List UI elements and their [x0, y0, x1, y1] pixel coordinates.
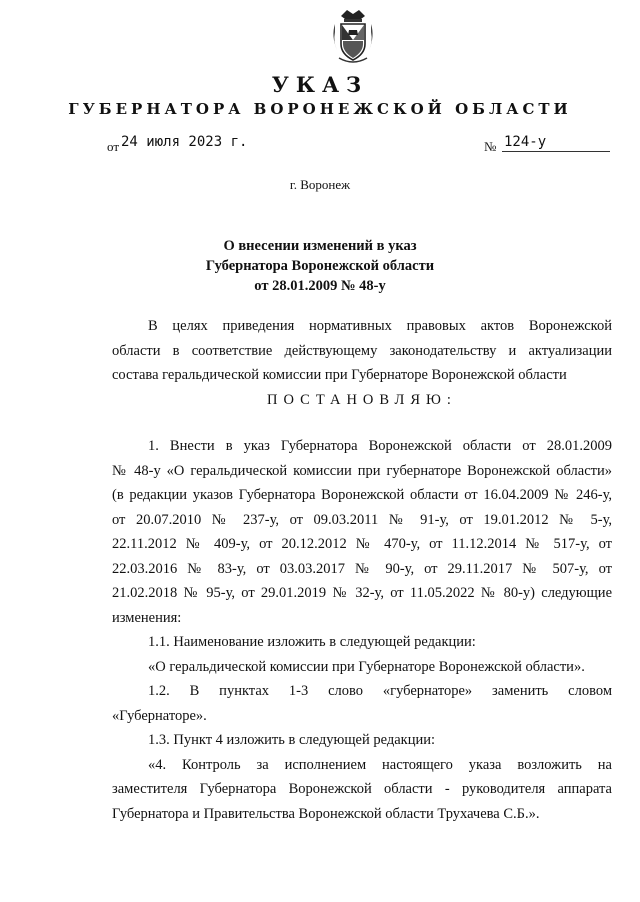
- preamble-line: состава геральдической комиссии при Губернаторе Воронежской области: [112, 367, 567, 383]
- decree-number: 124-у: [504, 134, 547, 150]
- paragraph-line: «О геральдической комиссии при Губернаторе Воронежской области».: [148, 658, 585, 675]
- decree-date: 24 июля 2023 г.: [121, 134, 248, 150]
- paragraph-line: 1.2. В пунктах 1-3 слово «губернаторе» заменить словом: [148, 683, 612, 699]
- city-label: г. Воронеж: [289, 177, 351, 192]
- paragraph-line: № 48-у «О геральдической комиссии при губернаторе Воронежской области»: [112, 462, 612, 479]
- paragraph-line: 22.03.2016 № 83-у, от 03.03.2017 № 90-у, от 29.11.2017 № 507-у, от: [112, 560, 612, 577]
- decree-word: ПОСТАНОВЛЯЮ:: [267, 391, 457, 408]
- preamble-line: области в соответствие действующему законодательству и актуализации: [112, 342, 612, 359]
- item-1: [112, 434, 612, 826]
- date-prefix: от: [107, 139, 120, 154]
- heading-line: О внесении изменений в указ: [223, 238, 417, 254]
- paragraph-line: от 20.07.2010 № 237-у, от 09.03.2011 № 91-у, от 19.01.2012 № 5-у,: [112, 511, 612, 528]
- paragraph-line: 1. Внести в указ Губернатора Воронежской области от 28.01.2009: [148, 438, 612, 454]
- heading-line: Губернатора Воронежской области: [205, 258, 435, 274]
- decree-heading: [120, 236, 520, 296]
- paragraph-line: (в редакции указов Губернатора Воронежской области от 16.04.2009 № 246-у,: [112, 487, 612, 503]
- paragraph-line: Губернатора и Правительства Воронежской области Трухачева С.Б.».: [112, 805, 540, 822]
- paragraph-line: 21.02.2018 № 95-у, от 29.01.2019 № 32-у, от 11.05.2022 № 80-у) следующие: [112, 585, 612, 601]
- document-title: УКАЗ: [271, 72, 369, 97]
- paragraph-line: 1.1. Наименование изложить в следующей редакции:: [148, 634, 476, 650]
- number-underline: [502, 151, 610, 152]
- number-prefix: №: [484, 139, 497, 154]
- voronezh-coat-of-arms-icon: [327, 6, 379, 66]
- preamble-line: В целях приведения нормативных правовых актов Воронежской: [148, 318, 612, 334]
- preamble: [112, 314, 612, 412]
- document-subtitle: ГУБЕРНАТОРА ВОРОНЕЖСКОЙ ОБЛАСТИ: [68, 100, 572, 118]
- paragraph-line: изменения:: [112, 609, 182, 626]
- paragraph-line: 22.11.2012 № 409-у, от 20.12.2012 № 470-у, от 11.12.2014 № 517-у, от: [112, 536, 612, 552]
- heading-line: от 28.01.2009 № 48-у: [254, 278, 386, 294]
- paragraph-line: 1.3. Пункт 4 изложить в следующей редакции:: [148, 732, 436, 748]
- paragraph-line: заместителя Губернатора Воронежской области - руководителя аппарата: [112, 781, 612, 797]
- paragraph-line: «Губернаторе».: [112, 707, 207, 724]
- paragraph-line: «4. Контроль за исполнением настоящего указа возложить на: [148, 756, 612, 773]
